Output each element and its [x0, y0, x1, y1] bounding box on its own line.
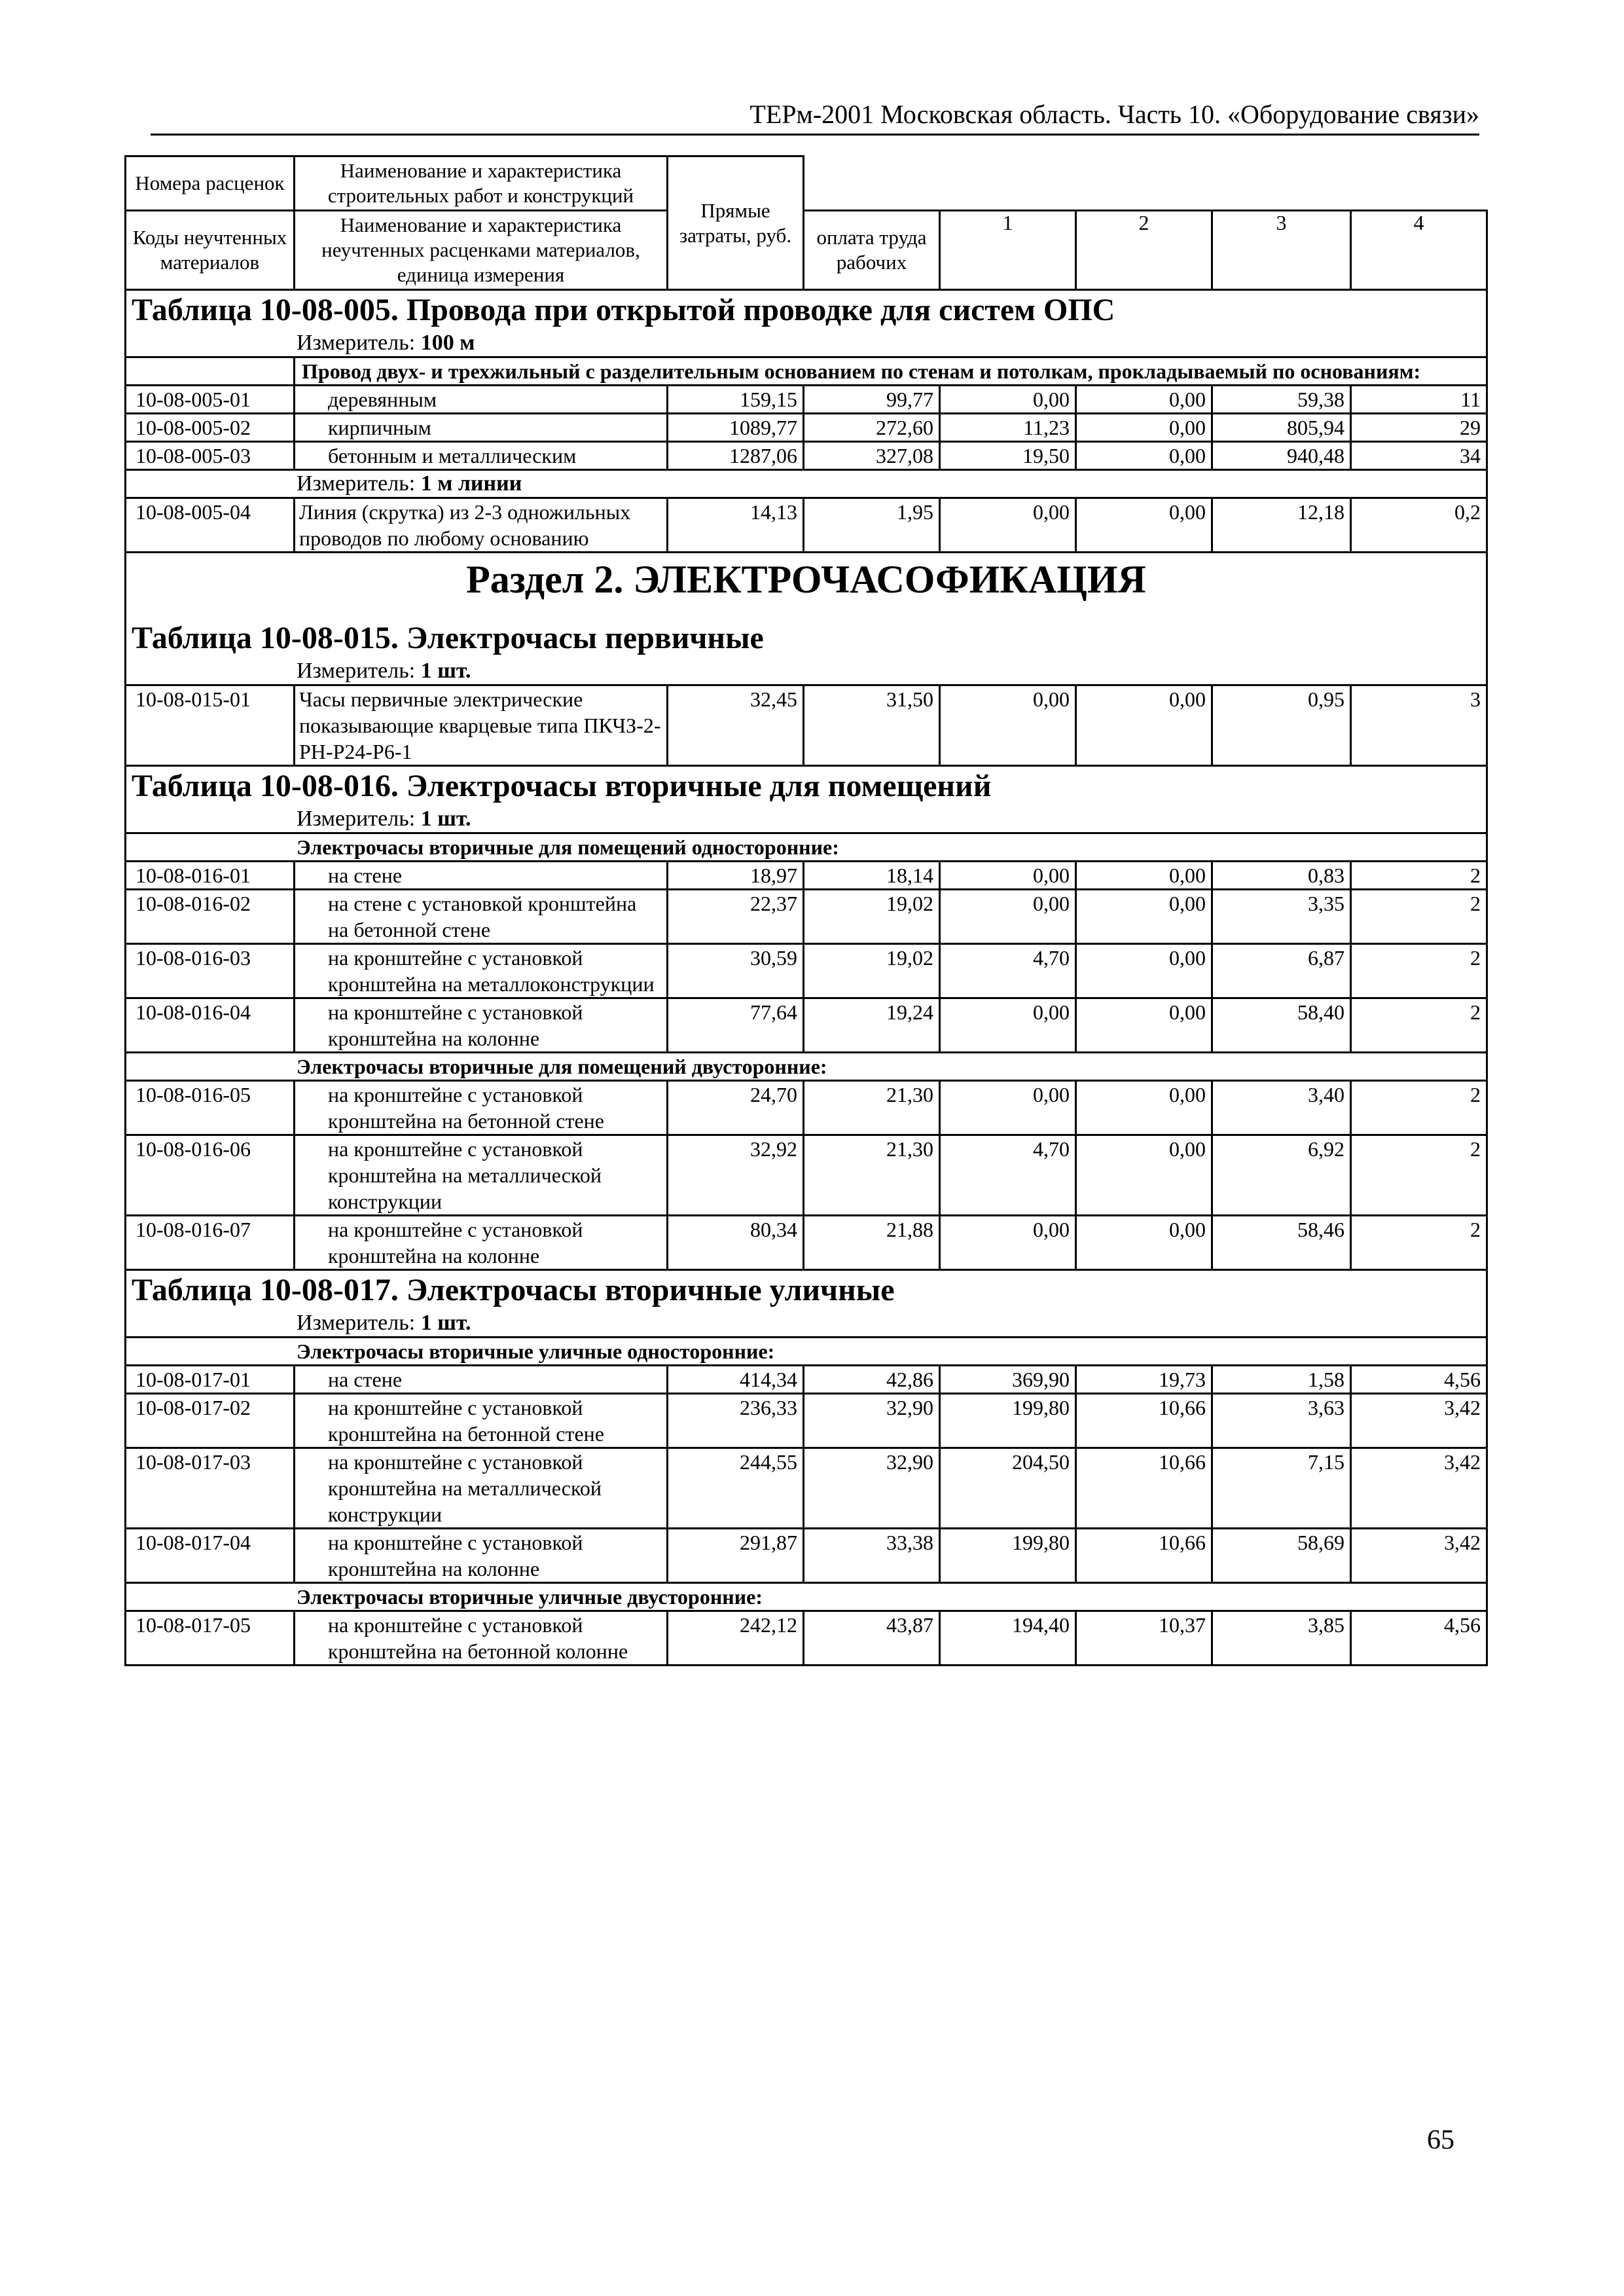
col-num-4: 4	[1351, 211, 1487, 290]
measure-016: Измеритель: 1 шт.	[126, 806, 1487, 833]
table-row: 10-08-017-04 на кронштейне с установкой кронштейна на колонне 291,87 33,38 199,80 10,66 58,69 3,42	[126, 1529, 1487, 1583]
rates-table	[124, 155, 1488, 1666]
group-017-2: Электрочасы вторичные уличные двусторонние:	[126, 1583, 1487, 1611]
table-row: 10-08-016-06 на кронштейне с установкой кронштейна на металлической конструкции 32,92 21,30 4,70 0,00 6,92 2	[126, 1135, 1487, 1216]
table-row: 10-08-016-04 на кронштейне с установкой кронштейна на колонне 77,64 19,24 0,00 0,00 58,40 2	[126, 998, 1487, 1053]
table-row: 10-08-016-02 на стене с установкой кронштейна на бетонной стене 22,37 19,02 0,00 0,00 3,35 2	[126, 890, 1487, 944]
measure-005-2: Измеритель: 1 м линии	[126, 470, 1487, 498]
col-num-2: 2	[1076, 211, 1212, 290]
table-row: 10-08-016-03 на кронштейне с установкой кронштейна на металлоконструкции 30,59 19,02 4,70 0,00 6,87 2	[126, 944, 1487, 998]
table-row: 10-08-017-01 на стене 414,34 42,86 369,90 19,73 1,58 4,56	[126, 1366, 1487, 1394]
table-row: 10-08-005-03 бетонным и металлическим 1287,06 327,08 19,50 0,00 940,48 34	[126, 442, 1487, 470]
table-row: 10-08-017-03 на кронштейне с установкой кронштейна на металлической конструкции 244,55 32,90 204,50 10,66 7,15 3,42	[126, 1448, 1487, 1529]
col-num-1: 1	[940, 211, 1076, 290]
table-title-015: Таблица 10-08-015. Электрочасы первичные	[126, 606, 1487, 658]
table-row: 10-08-017-05 на кронштейне с установкой кронштейна на бетонной колонне 242,12 43,87 194,40 10,37 3,85 4,56	[126, 1611, 1487, 1666]
measure-005: Измеритель: 100 м	[126, 330, 1487, 357]
table-row: 10-08-016-01 на стене 18,97 18,14 0,00 0,00 0,83 2	[126, 862, 1487, 890]
table-row: 10-08-005-04 Линия (скрутка) из 2-3 одножильных проводов по любому основанию 14,13 1,95 0,00 0,00 12,18 0,2	[126, 498, 1487, 553]
table-row: 10-08-005-02 кирпичным 1089,77 272,60 11,23 0,00 805,94 29	[126, 414, 1487, 442]
group-016-2: Электрочасы вторичные для помещений двусторонние:	[126, 1053, 1487, 1081]
col-header-1b: Коды неучтенных материалов	[126, 211, 295, 290]
page-number: 65	[1427, 2125, 1454, 2155]
col-header-4: оплата труда рабочих	[804, 211, 940, 290]
measure-015: Измеритель: 1 шт.	[126, 658, 1487, 685]
group-017-1: Электрочасы вторичные уличные односторонние:	[126, 1338, 1487, 1366]
table-row: 10-08-016-07 на кронштейне с установкой кронштейна на колонне 80,34 21,88 0,00 0,00 58,46 2	[126, 1216, 1487, 1270]
group-005: Провод двух- и трехжильный с разделительным основанием по стенам и потолкам, прокладываемый по основаниям:	[295, 357, 1487, 386]
col-header-3: Прямые затраты, руб.	[668, 156, 804, 290]
section-heading: Раздел 2. ЭЛЕКТРОЧАСОФИКАЦИЯ	[126, 553, 1487, 606]
table-row: 10-08-005-01 деревянным 159,15 99,77 0,00 0,00 59,38 11	[126, 386, 1487, 414]
col-header-2a: Наименование и характеристика строительных работ и конструкций	[295, 156, 668, 211]
table-title-017: Таблица 10-08-017. Электрочасы вторичные уличные	[126, 1270, 1487, 1311]
table-row: 10-08-017-02 на кронштейне с установкой кронштейна на бетонной стене 236,33 32,90 199,80 10,66 3,63 3,42	[126, 1394, 1487, 1448]
page-header	[151, 98, 1479, 136]
measure-017: Измеритель: 1 шт.	[126, 1310, 1487, 1338]
col-header-2b: Наименование и характеристика неучтенных расценками материалов, единица измерения	[295, 211, 668, 290]
table-row: 10-08-015-01 Часы первичные электрические показывающие кварцевые типа ПКЧЗ-2-РН-Р24-Р6-1 32,45 31,50 0,00 0,00 0,95 3	[126, 685, 1487, 766]
col-num-3: 3	[1212, 211, 1351, 290]
document-title: ТЕРм-2001 Московская область. Часть 10. «Оборудование связи»	[749, 100, 1479, 129]
group-016-1: Электрочасы вторичные для помещений односторонние:	[126, 833, 1487, 862]
table-row: 10-08-016-05 на кронштейне с установкой кронштейна на бетонной стене 24,70 21,30 0,00 0,00 3,40 2	[126, 1081, 1487, 1135]
col-header-1a: Номера расценок	[126, 156, 295, 211]
table-title-016: Таблица 10-08-016. Электрочасы вторичные для помещений	[126, 766, 1487, 807]
table-title-005: Таблица 10-08-005. Провода при открытой проводке для систем ОПС	[126, 290, 1487, 331]
